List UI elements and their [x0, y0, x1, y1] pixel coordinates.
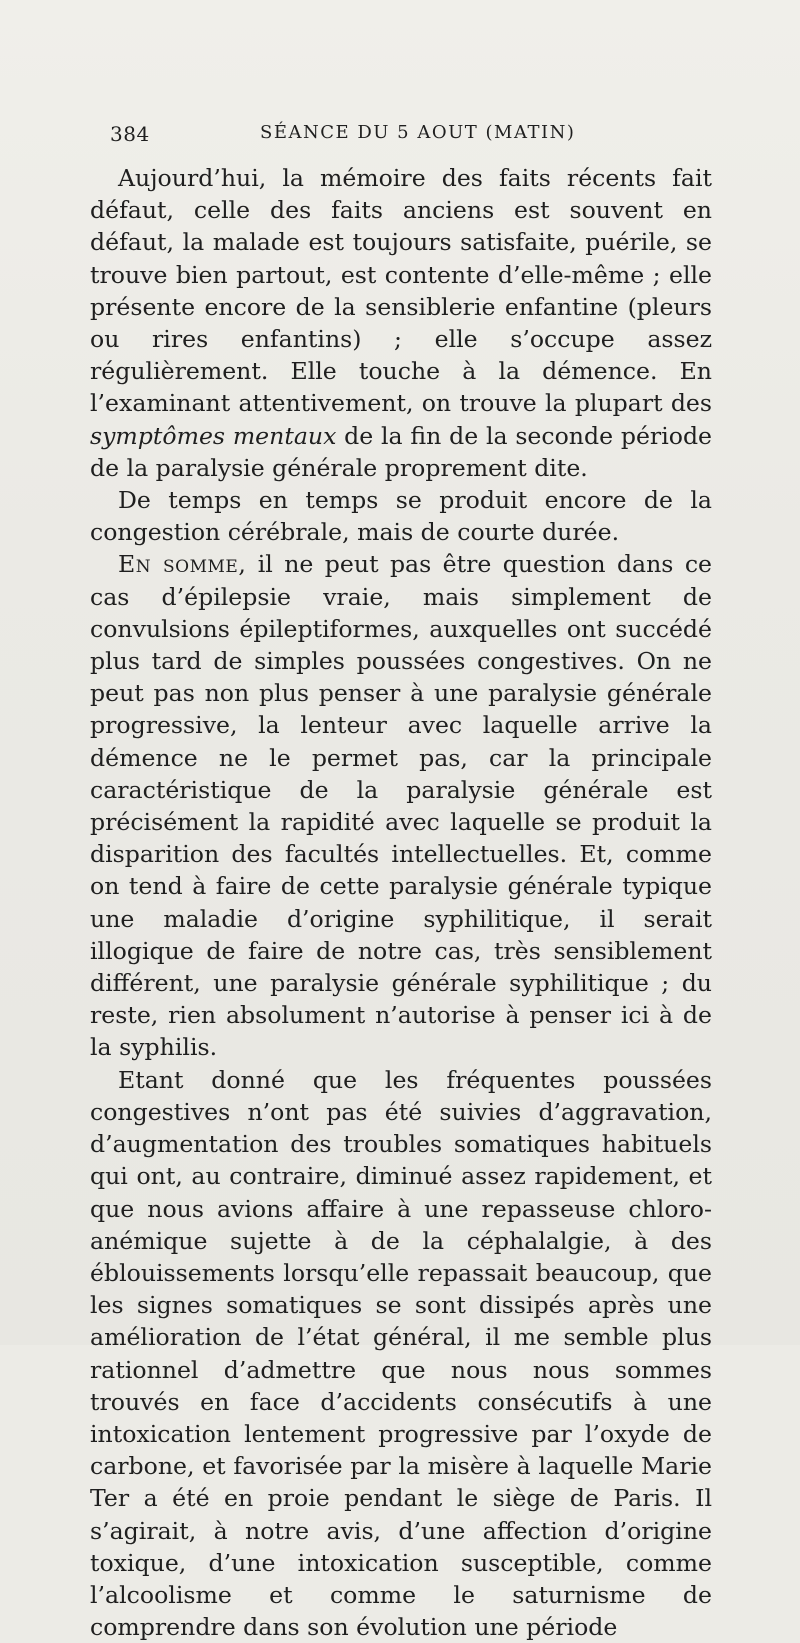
paragraph-1: [90, 162, 712, 484]
smallcaps-lead: En somme,: [118, 550, 247, 579]
paragraph-4: [90, 1064, 712, 1643]
paragraph-2: [90, 484, 712, 548]
paragraph-1-text-start: Aujourd’hui, la mémoire des faits récents fait défaut, celle des faits anciens est souvent en défaut, la malade est toujours satisfaite, puérile, se trouve bien partout, est contente d’elle-même ; elle présente encore de la sensiblerie enfantine (pleurs ou rires enfantins) ; elle s’occupe assez régulièrement. Elle touche à la démence. En l’examinant attentivement, on trouve la plupart des: [90, 164, 712, 418]
paragraph-4-text: Etant donné que les fréquentes poussées congestives n’ont pas été suivies d’aggravation, d’augmentation des troubles somatiques habituels qui ont, au contraire, diminué assez rapidement, et que nous avions affaire à une repasseuse chloro-anémique sujette à de la céphalalgie, à des éblouissements lorsqu’elle repassait beaucoup, que les signes somatiques se sont dissipés après une amélioration de l’état général, il me semble plus rationnel d’admettre que nous nous sommes trouvés en face d’accidents consécutifs à une intoxication lentement progressive par l’oxyde de carbone, et favorisée par la misère à laquelle Marie Ter a été en proie pendant le siège de Paris. Il s’agirait, à notre avis, d’une affection d’origine toxique, d’une intoxication susceptible, comme l’alcoolisme et comme le saturnisme de comprendre dans son évolution une période: [90, 1065, 712, 1642]
paragraph-3-text: il ne peut pas être question dans ce cas d’épilepsie vraie, mais simplement de convulsions épileptiformes, auxquelles ont succédé plus tard de simples poussées congestives. On ne peut pas non plus penser à une paralysie générale progressive, la lenteur avec laquelle arrive la démence ne le permet pas, car la principale caractéristique de la paralysie générale est précisément la rapidité avec laquelle se produit la disparition des facultés intellectuelles. Et, comme on tend à faire de cette paralysie générale typique une maladie d’origine syphilitique, il serait illogique de faire de notre cas, très sensiblement différent, une paralysie générale syphilitique ; du reste, rien absolument n’autorise à penser ici à de la syphilis.: [90, 550, 713, 1062]
paragraph-2-text: De temps en temps se produit encore de la congestion cérébrale, mais de courte durée.: [90, 486, 712, 547]
italic-phrase: symptômes mentaux: [90, 421, 337, 450]
page-header: [110, 122, 750, 162]
running-head: SÉANCE DU 5 AOUT (MATIN): [260, 122, 576, 143]
body-text: [90, 162, 712, 1643]
paragraph-1-text-end: de la fin de la seconde période de la paralysie générale proprement dite.: [90, 421, 713, 482]
paragraph-3: [90, 548, 712, 1063]
page-number: 384: [110, 122, 150, 146]
